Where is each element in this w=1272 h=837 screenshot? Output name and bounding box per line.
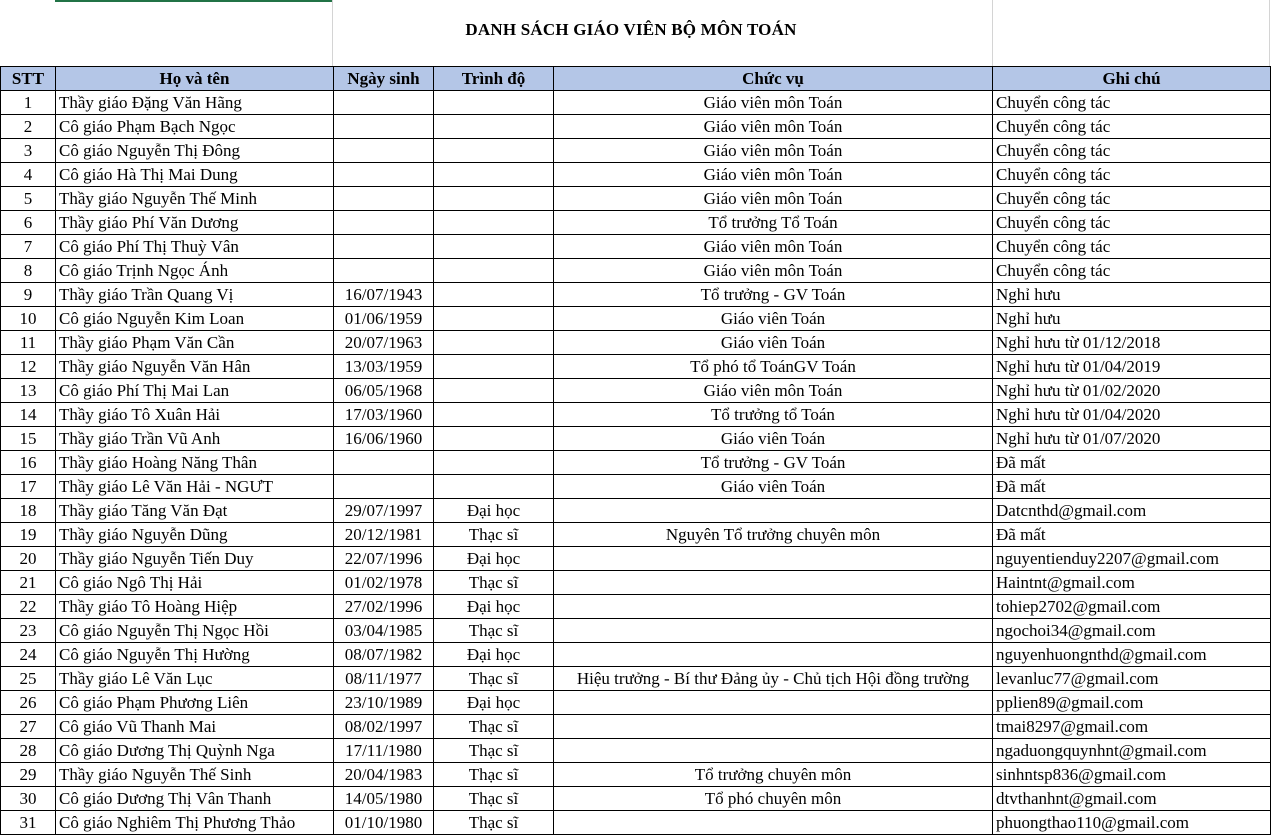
table-row [1, 235, 1271, 259]
cell-birthdate[interactable] [334, 235, 434, 259]
cell-position[interactable]: Tổ trưởng Tổ Toán [554, 211, 993, 235]
cell-birthdate[interactable]: 29/07/1997 [334, 499, 434, 523]
cell-qualification[interactable]: Đại học [434, 595, 554, 619]
cell-stt[interactable]: 24 [1, 643, 56, 667]
cell-qualification[interactable]: Thạc sĩ [434, 523, 554, 547]
teacher-table [0, 66, 1271, 835]
cell-notes[interactable]: pplien89@gmail.com [993, 691, 1271, 715]
cell-birthdate[interactable]: 08/07/1982 [334, 643, 434, 667]
cell-notes[interactable]: Nghỉ hưu từ 01/02/2020 [993, 379, 1271, 403]
cell-birthdate[interactable] [334, 187, 434, 211]
cell-position[interactable]: Giáo viên môn Toán [554, 379, 993, 403]
cell-stt[interactable]: 19 [1, 523, 56, 547]
table-row [1, 475, 1271, 499]
cell-stt[interactable]: 28 [1, 739, 56, 763]
cell-position[interactable] [554, 691, 993, 715]
cell-notes[interactable]: Chuyển công tác [993, 259, 1271, 283]
cell-name[interactable]: Thầy giáo Lê Văn Lục [56, 667, 334, 691]
cell-position[interactable] [554, 619, 993, 643]
cell-name[interactable]: Thầy giáo Nguyễn Tiến Duy [56, 547, 334, 571]
cell-notes[interactable]: ngaduongquynhnt@gmail.com [993, 739, 1271, 763]
cell-position[interactable] [554, 643, 993, 667]
cell-notes[interactable]: phuongthao110@gmail.com [993, 811, 1271, 835]
table-row [1, 379, 1271, 403]
cell-stt[interactable]: 27 [1, 715, 56, 739]
cell-notes[interactable]: Nghỉ hưu từ 01/04/2020 [993, 403, 1271, 427]
cell-qualification[interactable]: Thạc sĩ [434, 763, 554, 787]
cell-qualification[interactable]: Đại học [434, 643, 554, 667]
cell-position[interactable] [554, 595, 993, 619]
table-row [1, 163, 1271, 187]
cell-qualification[interactable] [434, 355, 554, 379]
table-row [1, 331, 1271, 355]
cell-birthdate[interactable]: 27/02/1996 [334, 595, 434, 619]
cell-position[interactable]: Hiệu trưởng - Bí thư Đảng ủy - Chủ tịch Hội đồng trường [554, 667, 993, 691]
cell-stt[interactable]: 11 [1, 331, 56, 355]
cell-position[interactable]: Giáo viên Toán [554, 331, 993, 355]
cell-position[interactable]: Tổ trưởng - GV Toán [554, 283, 993, 307]
cell-birthdate[interactable]: 20/12/1981 [334, 523, 434, 547]
cell-name[interactable]: Cô giáo Trịnh Ngọc Ánh [56, 259, 334, 283]
cell-qualification[interactable] [434, 283, 554, 307]
cell-position[interactable]: Tổ trưởng - GV Toán [554, 451, 993, 475]
cell-qualification[interactable] [434, 235, 554, 259]
cell-notes[interactable]: Nghỉ hưu từ 01/04/2019 [993, 355, 1271, 379]
cell-name[interactable]: Thầy giáo Tăng Văn Đạt [56, 499, 334, 523]
cell-qualification[interactable] [434, 379, 554, 403]
cell-name[interactable]: Cô giáo Nguyễn Thị Ngọc Hồi [56, 619, 334, 643]
cell-name[interactable]: Thầy giáo Đặng Văn Hãng [56, 91, 334, 115]
cell-stt[interactable]: 12 [1, 355, 56, 379]
cell-qualification[interactable] [434, 307, 554, 331]
table-row [1, 307, 1271, 331]
cell-position[interactable]: Giáo viên môn Toán [554, 187, 993, 211]
column-header-stt[interactable]: STT [1, 67, 56, 91]
cell-birthdate[interactable]: 01/06/1959 [334, 307, 434, 331]
table-row [1, 139, 1271, 163]
table-row [1, 523, 1271, 547]
cell-name[interactable]: Thầy giáo Trần Quang Vị [56, 283, 334, 307]
cell-notes[interactable]: sinhntsp836@gmail.com [993, 763, 1271, 787]
cell-stt[interactable]: 18 [1, 499, 56, 523]
table-row [1, 691, 1271, 715]
cell-birthdate[interactable] [334, 115, 434, 139]
table-row [1, 211, 1271, 235]
cell-stt[interactable]: 6 [1, 211, 56, 235]
cell-stt[interactable]: 1 [1, 91, 56, 115]
cell-notes[interactable]: Chuyển công tác [993, 115, 1271, 139]
cell-position[interactable]: Giáo viên môn Toán [554, 163, 993, 187]
cell-name[interactable]: Thầy giáo Nguyễn Dũng [56, 523, 334, 547]
cell-notes[interactable]: Đã mất [993, 523, 1271, 547]
table-row [1, 715, 1271, 739]
table-row [1, 283, 1271, 307]
cell-position[interactable]: Tổ phó tổ ToánGV Toán [554, 355, 993, 379]
cell-stt[interactable]: 10 [1, 307, 56, 331]
cell-notes[interactable]: tmai8297@gmail.com [993, 715, 1271, 739]
cell-name[interactable]: Cô giáo Phí Thị Thuỳ Vân [56, 235, 334, 259]
cell-position[interactable]: Tổ trưởng chuyên môn [554, 763, 993, 787]
cell-notes[interactable]: Chuyển công tác [993, 211, 1271, 235]
cell-qualification[interactable] [434, 259, 554, 283]
table-row [1, 427, 1271, 451]
cell-birthdate[interactable] [334, 139, 434, 163]
cell-position[interactable]: Giáo viên môn Toán [554, 115, 993, 139]
table-row [1, 643, 1271, 667]
column-header-position[interactable]: Chức vụ [554, 67, 993, 91]
cell-qualification[interactable]: Đại học [434, 691, 554, 715]
cell-stt[interactable]: 15 [1, 427, 56, 451]
cell-stt[interactable]: 9 [1, 283, 56, 307]
table-row [1, 595, 1271, 619]
table-row [1, 619, 1271, 643]
cell-position[interactable]: Tổ trưởng tổ Toán [554, 403, 993, 427]
table-body [1, 91, 1271, 835]
cell-notes[interactable]: Chuyển công tác [993, 139, 1271, 163]
cell-notes[interactable]: Chuyển công tác [993, 91, 1271, 115]
cell-notes[interactable]: Chuyển công tác [993, 187, 1271, 211]
cell-qualification[interactable] [434, 211, 554, 235]
cell-position[interactable]: Giáo viên môn Toán [554, 259, 993, 283]
cell-notes[interactable]: nguyenhuongnthd@gmail.com [993, 643, 1271, 667]
cell-position[interactable]: Tổ phó chuyên môn [554, 787, 993, 811]
cell-qualification[interactable]: Thạc sĩ [434, 667, 554, 691]
cell-qualification[interactable] [434, 451, 554, 475]
cell-birthdate[interactable] [334, 259, 434, 283]
cell-notes[interactable]: Haintnt@gmail.com [993, 571, 1271, 595]
active-cell-indicator [55, 0, 333, 2]
cell-qualification[interactable] [434, 163, 554, 187]
table-row [1, 811, 1271, 835]
cell-notes[interactable]: Nghỉ hưu từ 01/07/2020 [993, 427, 1271, 451]
cell-name[interactable]: Cô giáo Nguyễn Thị Đông [56, 139, 334, 163]
cell-name[interactable]: Cô giáo Ngô Thị Hải [56, 571, 334, 595]
table-row [1, 787, 1271, 811]
cell-name[interactable]: Thầy giáo Nguyễn Thế Sinh [56, 763, 334, 787]
cell-birthdate[interactable] [334, 475, 434, 499]
cell-position[interactable] [554, 739, 993, 763]
cell-stt[interactable]: 14 [1, 403, 56, 427]
cell-stt[interactable]: 17 [1, 475, 56, 499]
cell-qualification[interactable]: Thạc sĩ [434, 715, 554, 739]
table-row [1, 91, 1271, 115]
cell-stt[interactable]: 23 [1, 619, 56, 643]
cell-stt[interactable]: 29 [1, 763, 56, 787]
cell-notes[interactable]: ngochoi34@gmail.com [993, 619, 1271, 643]
table-row [1, 451, 1271, 475]
cell-notes[interactable]: Nghỉ hưu [993, 307, 1271, 331]
cell-qualification[interactable]: Đại học [434, 499, 554, 523]
table-row [1, 259, 1271, 283]
table-row [1, 571, 1271, 595]
cell-birthdate[interactable] [334, 163, 434, 187]
cell-qualification[interactable]: Đại học [434, 547, 554, 571]
cell-notes[interactable]: Datcnthd@gmail.com [993, 499, 1271, 523]
cell-birthdate[interactable]: 01/10/1980 [334, 811, 434, 835]
cell-name[interactable]: Cô giáo Phí Thị Mai Lan [56, 379, 334, 403]
cell-birthdate[interactable]: 20/04/1983 [334, 763, 434, 787]
cell-name[interactable]: Thầy giáo Phạm Văn Cần [56, 331, 334, 355]
table-row [1, 115, 1271, 139]
cell-birthdate[interactable]: 06/05/1968 [334, 379, 434, 403]
cell-stt[interactable]: 16 [1, 451, 56, 475]
cell-birthdate[interactable]: 16/06/1960 [334, 427, 434, 451]
cell-birthdate[interactable]: 14/05/1980 [334, 787, 434, 811]
sheet-title: DANH SÁCH GIÁO VIÊN BỘ MÔN TOÁN [465, 20, 797, 39]
column-header-qualification[interactable]: Trình độ [434, 67, 554, 91]
cell-qualification[interactable] [434, 427, 554, 451]
cell-name[interactable]: Thầy giáo Nguyễn Văn Hân [56, 355, 334, 379]
cell-position[interactable] [554, 715, 993, 739]
cell-stt[interactable]: 25 [1, 667, 56, 691]
cell-qualification[interactable] [434, 403, 554, 427]
cell-qualification[interactable] [434, 475, 554, 499]
cell-name[interactable]: Cô giáo Dương Thị Vân Thanh [56, 787, 334, 811]
cell-stt[interactable]: 2 [1, 115, 56, 139]
cell-position[interactable] [554, 547, 993, 571]
cell-birthdate[interactable] [334, 211, 434, 235]
cell-stt[interactable]: 22 [1, 595, 56, 619]
cell-name[interactable]: Thầy giáo Lê Văn Hải - NGƯT [56, 475, 334, 499]
cell-qualification[interactable]: Thạc sĩ [434, 619, 554, 643]
column-gridline [1269, 0, 1270, 66]
cell-position[interactable] [554, 499, 993, 523]
cell-name[interactable]: Cô giáo Hà Thị Mai Dung [56, 163, 334, 187]
cell-birthdate[interactable]: 16/07/1943 [334, 283, 434, 307]
cell-name[interactable]: Thầy giáo Nguyễn Thế Minh [56, 187, 334, 211]
cell-notes[interactable]: Nghỉ hưu từ 01/12/2018 [993, 331, 1271, 355]
cell-notes[interactable]: Chuyển công tác [993, 235, 1271, 259]
cell-stt[interactable]: 5 [1, 187, 56, 211]
cell-birthdate[interactable]: 03/04/1985 [334, 619, 434, 643]
table-row [1, 667, 1271, 691]
cell-name[interactable]: Cô giáo Vũ Thanh Mai [56, 715, 334, 739]
cell-stt[interactable]: 8 [1, 259, 56, 283]
cell-qualification[interactable]: Thạc sĩ [434, 571, 554, 595]
column-header-birthdate[interactable]: Ngày sinh [334, 67, 434, 91]
cell-birthdate[interactable]: 20/07/1963 [334, 331, 434, 355]
cell-stt[interactable]: 21 [1, 571, 56, 595]
cell-notes[interactable]: Chuyển công tác [993, 163, 1271, 187]
table-row [1, 403, 1271, 427]
cell-qualification[interactable] [434, 187, 554, 211]
cell-stt[interactable]: 13 [1, 379, 56, 403]
cell-notes[interactable]: Nghỉ hưu [993, 283, 1271, 307]
cell-stt[interactable]: 20 [1, 547, 56, 571]
cell-qualification[interactable]: Thạc sĩ [434, 739, 554, 763]
table-row [1, 499, 1271, 523]
cell-position[interactable]: Giáo viên Toán [554, 427, 993, 451]
table-row [1, 187, 1271, 211]
cell-position[interactable]: Giáo viên Toán [554, 307, 993, 331]
cell-birthdate[interactable]: 01/02/1978 [334, 571, 434, 595]
cell-qualification[interactable] [434, 91, 554, 115]
cell-stt[interactable]: 26 [1, 691, 56, 715]
cell-stt[interactable]: 3 [1, 139, 56, 163]
cell-name[interactable]: Cô giáo Dương Thị Quỳnh Nga [56, 739, 334, 763]
cell-name[interactable]: Cô giáo Phạm Bạch Ngọc [56, 115, 334, 139]
cell-stt[interactable]: 30 [1, 787, 56, 811]
cell-qualification[interactable]: Thạc sĩ [434, 787, 554, 811]
cell-notes[interactable]: tohiep2702@gmail.com [993, 595, 1271, 619]
table-row [1, 763, 1271, 787]
cell-stt[interactable]: 31 [1, 811, 56, 835]
cell-position[interactable] [554, 811, 993, 835]
cell-position[interactable]: Giáo viên Toán [554, 475, 993, 499]
cell-name[interactable]: Thầy giáo Phí Văn Dương [56, 211, 334, 235]
table-row [1, 547, 1271, 571]
cell-notes[interactable]: nguyentienduy2207@gmail.com [993, 547, 1271, 571]
cell-qualification[interactable] [434, 331, 554, 355]
cell-birthdate[interactable]: 13/03/1959 [334, 355, 434, 379]
cell-qualification[interactable] [434, 139, 554, 163]
cell-birthdate[interactable]: 08/02/1997 [334, 715, 434, 739]
cell-name[interactable]: Cô giáo Phạm Phương Liên [56, 691, 334, 715]
cell-name[interactable]: Thầy giáo Hoàng Năng Thân [56, 451, 334, 475]
cell-position[interactable]: Nguyên Tổ trưởng chuyên môn [554, 523, 993, 547]
cell-qualification[interactable] [434, 115, 554, 139]
cell-birthdate[interactable]: 23/10/1989 [334, 691, 434, 715]
cell-stt[interactable]: 7 [1, 235, 56, 259]
column-header-notes[interactable]: Ghi chú [993, 67, 1271, 91]
cell-name[interactable]: Cô giáo Nghiêm Thị Phương Thảo [56, 811, 334, 835]
cell-birthdate[interactable]: 22/07/1996 [334, 547, 434, 571]
cell-birthdate[interactable] [334, 91, 434, 115]
cell-qualification[interactable]: Thạc sĩ [434, 811, 554, 835]
cell-birthdate[interactable]: 17/03/1960 [334, 403, 434, 427]
cell-notes[interactable]: levanluc77@gmail.com [993, 667, 1271, 691]
column-header-name[interactable]: Họ và tên [56, 67, 334, 91]
cell-name[interactable]: Thầy giáo Tô Hoàng Hiệp [56, 595, 334, 619]
cell-notes[interactable]: dtvthanhnt@gmail.com [993, 787, 1271, 811]
cell-position[interactable]: Giáo viên môn Toán [554, 139, 993, 163]
cell-position[interactable] [554, 571, 993, 595]
table-row [1, 355, 1271, 379]
cell-notes[interactable]: Đã mất [993, 475, 1271, 499]
cell-name[interactable]: Thầy giáo Trần Vũ Anh [56, 427, 334, 451]
cell-birthdate[interactable]: 08/11/1977 [334, 667, 434, 691]
cell-birthdate[interactable] [334, 451, 434, 475]
table-header-row [1, 67, 1271, 91]
cell-name[interactable]: Cô giáo Nguyễn Kim Loan [56, 307, 334, 331]
table-row [1, 739, 1271, 763]
cell-name[interactable]: Thầy giáo Tô Xuân Hải [56, 403, 334, 427]
cell-name[interactable]: Cô giáo Nguyễn Thị Hường [56, 643, 334, 667]
cell-notes[interactable]: Đã mất [993, 451, 1271, 475]
cell-position[interactable]: Giáo viên môn Toán [554, 91, 993, 115]
cell-birthdate[interactable]: 17/11/1980 [334, 739, 434, 763]
cell-stt[interactable]: 4 [1, 163, 56, 187]
cell-position[interactable]: Giáo viên môn Toán [554, 235, 993, 259]
